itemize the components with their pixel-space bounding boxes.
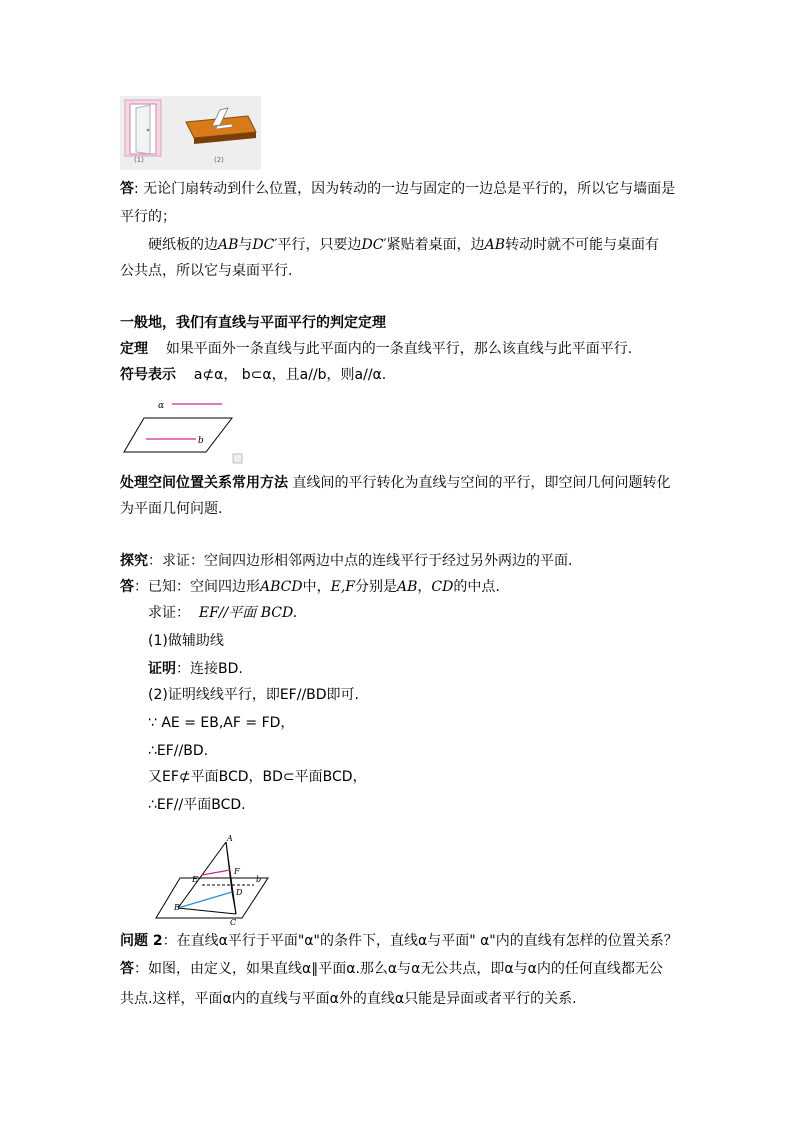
label-c: C <box>230 918 237 926</box>
door-cardboard-figure <box>120 96 261 170</box>
question2-answer-line1: 答：如图，由定义，如果直线α∥平面α.那么α与α无公共点，即α与α内的任何直线都无公 <box>120 961 663 977</box>
theorem-heading: 一般地，我们有直线与平面平行的判定定理 <box>120 315 386 331</box>
explore-therefore1: ∴EF//BD. <box>148 743 209 759</box>
answer1-line1: 答: 无论门扇转动到什么位置，因为转动的一边与固定的一边总是平行的，所以它与墙面是 <box>120 181 676 197</box>
segment-ef <box>202 870 230 875</box>
edge-bd <box>178 892 232 908</box>
explore-also: 又EF⊄平面BCD，BD⊂平面BCD， <box>148 769 367 785</box>
label-bb: B <box>174 903 180 912</box>
explore-therefore2: ∴EF//平面BCD. <box>148 797 246 813</box>
label-e: E <box>192 875 198 884</box>
method-line2: 为平面几何问题. <box>120 501 223 517</box>
explore-answer: 答：已知：空间四边形ABCD中，E,F分别是AB，CD的中点. <box>120 579 500 595</box>
label-f: F <box>234 867 240 876</box>
explore-step1: (1)做辅助线 <box>148 633 224 649</box>
label-d: D <box>236 888 243 897</box>
b-label: b <box>198 436 204 446</box>
method-line1: 处理空间位置关系常用方法 直线间的平行转化为直线与空间的平行，即空间几何问题转化 <box>120 475 671 491</box>
explore-because: ∵ AE = EB,AF = FD， <box>148 715 295 731</box>
question2-answer-line2: 共点.这样，平面α内的直线与平面α外的直线α只能是异面或者平行的关系. <box>120 991 577 1007</box>
label-b: b <box>256 875 262 884</box>
edge-bc <box>178 908 236 914</box>
question2: 问题 2：在直线α平行于平面"α"的条件下，直线α与平面" α"内的直线有怎样的位置关系？ <box>120 933 678 949</box>
figure-caption-1: (1) <box>134 156 144 164</box>
explore-question: 探究：求证：空间四边形相邻两边中点的连线平行于经过另外两边的平面. <box>120 553 573 569</box>
answer1-line4: 公共点，所以它与桌面平行. <box>120 263 293 279</box>
figure-caption-2: (2) <box>214 156 224 164</box>
tetrahedron-figure <box>150 830 280 926</box>
answer1-line2: 平行的； <box>120 209 176 225</box>
plane-alpha <box>124 418 232 452</box>
label-a: A <box>227 834 233 843</box>
explore-prove: 求证： EF//平面 BCD. <box>148 605 298 621</box>
theorem-statement: 定理 如果平面外一条直线与此平面内的一条直线平行，那么该直线与此平面平行. <box>120 341 633 357</box>
answer1-line3: 硬纸板的边AB与DC′平行，只要边DC′紧贴着桌面，边AB转动时就不可能与桌面有 <box>148 237 660 253</box>
theorem-symbol: 符号表示 a⊄α， b⊂α，且a//b，则a//α. <box>120 367 387 383</box>
explore-step2: (2)证明线线平行，即EF//BD即可. <box>148 687 359 703</box>
explore-proof: 证明：连接BD. <box>148 661 243 677</box>
plane-figure <box>120 394 250 466</box>
alpha-label: α <box>158 401 165 411</box>
